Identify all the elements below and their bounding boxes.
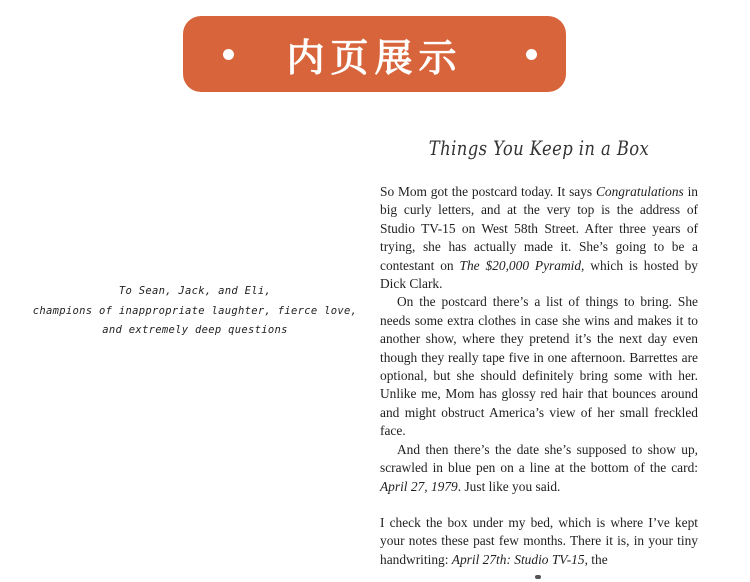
paragraph: And then there’s the date she’s supposed to show up, scrawled in blue pen on a line at the bottom of the card: April 27, 1979. Just like you said. — [380, 441, 698, 494]
dedication-line: champions of inappropriate laughter, fierce love, — [32, 304, 358, 317]
dedication — [20, 282, 370, 341]
dedication-line: and extremely deep questions — [102, 324, 288, 336]
bullet-dot-icon — [223, 49, 234, 60]
chapter-body — [380, 183, 698, 569]
dedication-line: To Sean, Jack, and Eli, — [118, 285, 272, 297]
paragraph: On the postcard there’s a list of things to bring. She needs some extra clothes in case she wins and makes it to another show, where they pretend it’s the next day even though they really tape five in one afternoon. Barrettes are optional, but she should definitely bring some with her. Unlike me, Mom has glossy red hair that bounces around and might obstruct America’s view of her small freckled face. — [380, 294, 698, 439]
chapter-title: Things You Keep in a Box — [428, 136, 650, 160]
page-edge-mark — [535, 575, 541, 579]
banner-title: 内页展示 — [286, 35, 463, 80]
paragraph: So Mom got the postcard today. It says Congratulations in big curly letters, and at the very top is the address of Studio TV-15 on West 58th Street. After three years of trying, she has actually made it. She’s going to be a contestant on The $20,000 Pyramid, which is hosted by Dick Clark. — [380, 184, 699, 292]
header-banner — [183, 16, 566, 92]
bullet-dot-icon — [526, 49, 537, 60]
paragraph: I check the box under my bed, which is where I’ve kept your notes these past few months. There it is, in your tiny handwriting: April 27th: Studio TV-15, the — [380, 514, 698, 567]
